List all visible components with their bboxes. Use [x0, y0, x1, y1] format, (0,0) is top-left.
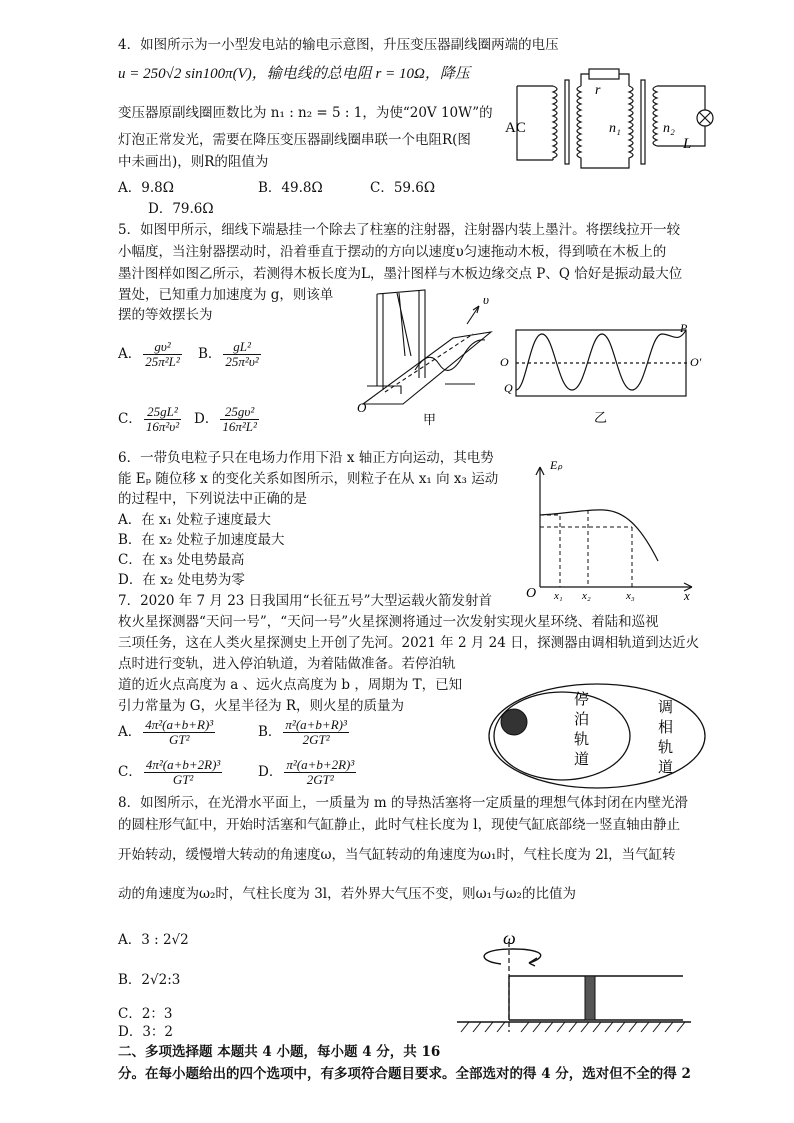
q8-rotating-cylinder-figure: [455, 922, 695, 1036]
q5-line1: 5．如图甲所示，细线下端悬挂一个除去了柱塞的注射器，注射器内装上墨汁。将摆线拉开一较: [118, 222, 681, 238]
q4-option-b: B．49.8Ω: [258, 180, 323, 196]
q4-n1-label: n₁: [609, 121, 621, 136]
q5-line5: 摆的等效摆长为: [118, 307, 213, 323]
q5-p-label: P: [680, 324, 688, 335]
q7-option-d: D． $\frac{\text{π²(a+b+2R)³}}{\text{2GT²}}$: [258, 757, 355, 787]
q7-parking-orbit-char-1: 停: [574, 692, 590, 708]
q6-x3-label: x₃: [626, 590, 635, 602]
q6-option-b: B．在 x₂ 处粒子加速度最大: [118, 532, 285, 548]
q7-option-b: B． $\frac{\text{π²(a+b+R)³}}{\text{2GT²}}$: [258, 717, 347, 747]
q7-phasing-orbit-char-2: 相: [658, 720, 674, 736]
q5-ink-pattern-figure-yi: [500, 324, 710, 428]
q7-parking-orbit-char-2: 泊: [574, 712, 590, 728]
q7-line5: 道的近火点高度为 a 、远火点高度为 b ，周期为 T，已知: [118, 677, 463, 693]
q4-option-d: D．79.6Ω: [148, 201, 214, 217]
q8-line4: 动的角速度为ω₂时，气柱长度为 3l，若外界大气压不变，则ω₁与ω₂的比值为: [118, 886, 576, 902]
q5-line2: 小幅度，当注射器摆动时，沿着垂直于摆动的方向以速度υ匀速拖动木板，得到喷在木板上的: [118, 244, 667, 260]
q6-option-d: D．在 x₂ 处电势为零: [118, 572, 245, 588]
q6-x1-label: x₁: [554, 590, 563, 602]
q7-line2: 枚火星探测器“天问一号”，“天问一号”火星探测将通过一次发射实现火星环绕、着陆和巡视: [118, 614, 659, 630]
q4-lamp-label: L: [683, 136, 692, 152]
q6-line1: 6．一带负电粒子只在电场力作用下沿 x 轴正方向运动，其电势: [118, 450, 494, 466]
q5-o-label: O: [357, 400, 367, 415]
q6-potential-energy-graph: [520, 455, 700, 603]
q7-parking-orbit-char-4: 道: [574, 752, 590, 768]
q5-option-b: B． $\frac{\text{gL²}}{\text{25π²υ²}}$: [198, 339, 259, 369]
q7-phasing-orbit-char-4: 道: [658, 760, 674, 776]
q5-line4: 置处，已知重力加速度为 g，则该单: [118, 287, 334, 303]
q7-line3: 三项任务，这在人类火星探测史上开创了先河。2021 年 2 月 24 日，探测器由调相轨道到达近火: [118, 635, 700, 651]
section2-title: 二、多项选择题 本题共 4 小题，每小题 4 分，共 16: [118, 1044, 441, 1060]
q6-x2-label: x₂: [582, 590, 591, 602]
q8-option-a: A．3 : 2√2: [118, 932, 189, 948]
q5-o-left-label: O: [500, 355, 509, 369]
q4-ac-label: AC: [505, 120, 526, 136]
q4-formula: u = 250√2 sin100π(V)，输电线的总电阻 r = 10Ω，降压: [118, 66, 470, 82]
q4-line1: 4．如图所示为一小型发电站的输电示意图，升压变压器副线圈两端的电压: [118, 37, 559, 53]
q4-n2-label: n₂: [663, 121, 675, 136]
q8-line1: 8．如图所示，在光滑水平面上，一质量为 m 的导热活塞将一定质量的理想气体封闭在内壁光滑: [118, 795, 688, 811]
q4-option-a: A．9.8Ω: [118, 180, 174, 196]
q7-line4: 点时进行变轨，进入停泊轨道，为着陆做准备。若停泊轨: [118, 656, 456, 672]
q8-option-c: C．2：3: [118, 1006, 173, 1022]
q4-r-label: r: [595, 83, 601, 98]
q5-option-d: D． $\frac{\text{25gυ²}}{\text{16π²L²}}$: [194, 404, 257, 434]
q5-q-label: Q: [504, 381, 513, 395]
q4-line4: 灯泡正常发光，需要在降压变压器副线圈串联一个电阻R(图: [118, 132, 471, 148]
q5-v-label: υ: [483, 292, 489, 307]
q7-phasing-orbit-char-3: 轨: [658, 740, 674, 756]
q6-origin-label: O: [526, 586, 537, 601]
q4-line5: 中未画出)，则R的阻值为: [118, 154, 269, 170]
q7-option-a: A． $\frac{\text{4π²(a+b+R)³}}{\text{GT²}}$: [118, 717, 214, 747]
q6-ep-label: Eₚ: [550, 458, 563, 472]
q4-option-c: C．59.6Ω: [370, 180, 436, 196]
q6-line3: 的过程中，下列说法中正确的是: [118, 491, 307, 507]
section2-instructions: 分。在每小题给出的四个选项中，有多项符合题目要求。全部选对的得 4 分，选对但不全的得 2: [118, 1066, 691, 1082]
q6-line2: 能 Eₚ 随位移 x 的变化关系如图所示，则粒子在从 x₁ 向 x₃ 运动: [118, 471, 499, 487]
q5-yi-label: 乙: [594, 410, 608, 425]
q5-o-right-label: O′: [690, 355, 702, 369]
q7-phasing-orbit-char-1: 调: [658, 700, 674, 716]
q5-pendulum-figure-jia: [355, 286, 505, 428]
piston: [585, 976, 595, 1020]
q6-option-a: A．在 x₁ 处粒子速度最大: [118, 512, 271, 528]
q5-option-a: A． $\frac{\text{gυ²}}{\text{25π²L²}}$: [118, 339, 180, 369]
q5-option-c: C． $\frac{\text{25gL²}}{\text{16π²υ²}}$: [118, 404, 180, 434]
q8-line3: 开始转动，缓慢增大转动的角速度ω，当气缸转动的角速度为ω₁时，气柱长度为 2l，当气缸转: [118, 847, 676, 863]
q7-parking-orbit-char-3: 轨: [574, 732, 590, 748]
q8-option-b: B．2√2:3: [118, 972, 181, 988]
q4-line3: 变压器原副线圈匝数比为 n₁ : n₂ = 5 : 1，为使“20V 10W”的: [118, 105, 493, 121]
q8-option-d: D．3：2: [118, 1024, 174, 1040]
q6-x-axis-label: x: [684, 588, 690, 603]
q7-line6: 引力常量为 G，火星半径为 R，则火星的质量为: [118, 698, 405, 714]
q6-option-c: C．在 x₃ 处电势最高: [118, 552, 245, 568]
q7-option-c: C． $\frac{\text{4π²(a+b+2R)³}}{\text{GT²}}$: [118, 757, 221, 787]
q8-line2: 的圆柱形气缸中，开始时活塞和气缸静止，此时气柱长度为 l，现使气缸底部绕一竖直轴由静止: [118, 817, 681, 833]
q8-omega-label: ω: [503, 928, 516, 948]
q7-line1: 7．2020 年 7 月 23 日我国用“长征五号”大型运载火箭发射首: [118, 593, 492, 609]
q7-orbit-figure: [480, 680, 710, 792]
q4-transformer-figure: [505, 62, 725, 174]
q5-line3: 墨汁图样如图乙所示，若测得木板长度为L，墨汁图样与木板边缘交点 P、Q 恰好是振动最大位: [118, 266, 683, 282]
q5-jia-label: 甲: [423, 412, 437, 427]
